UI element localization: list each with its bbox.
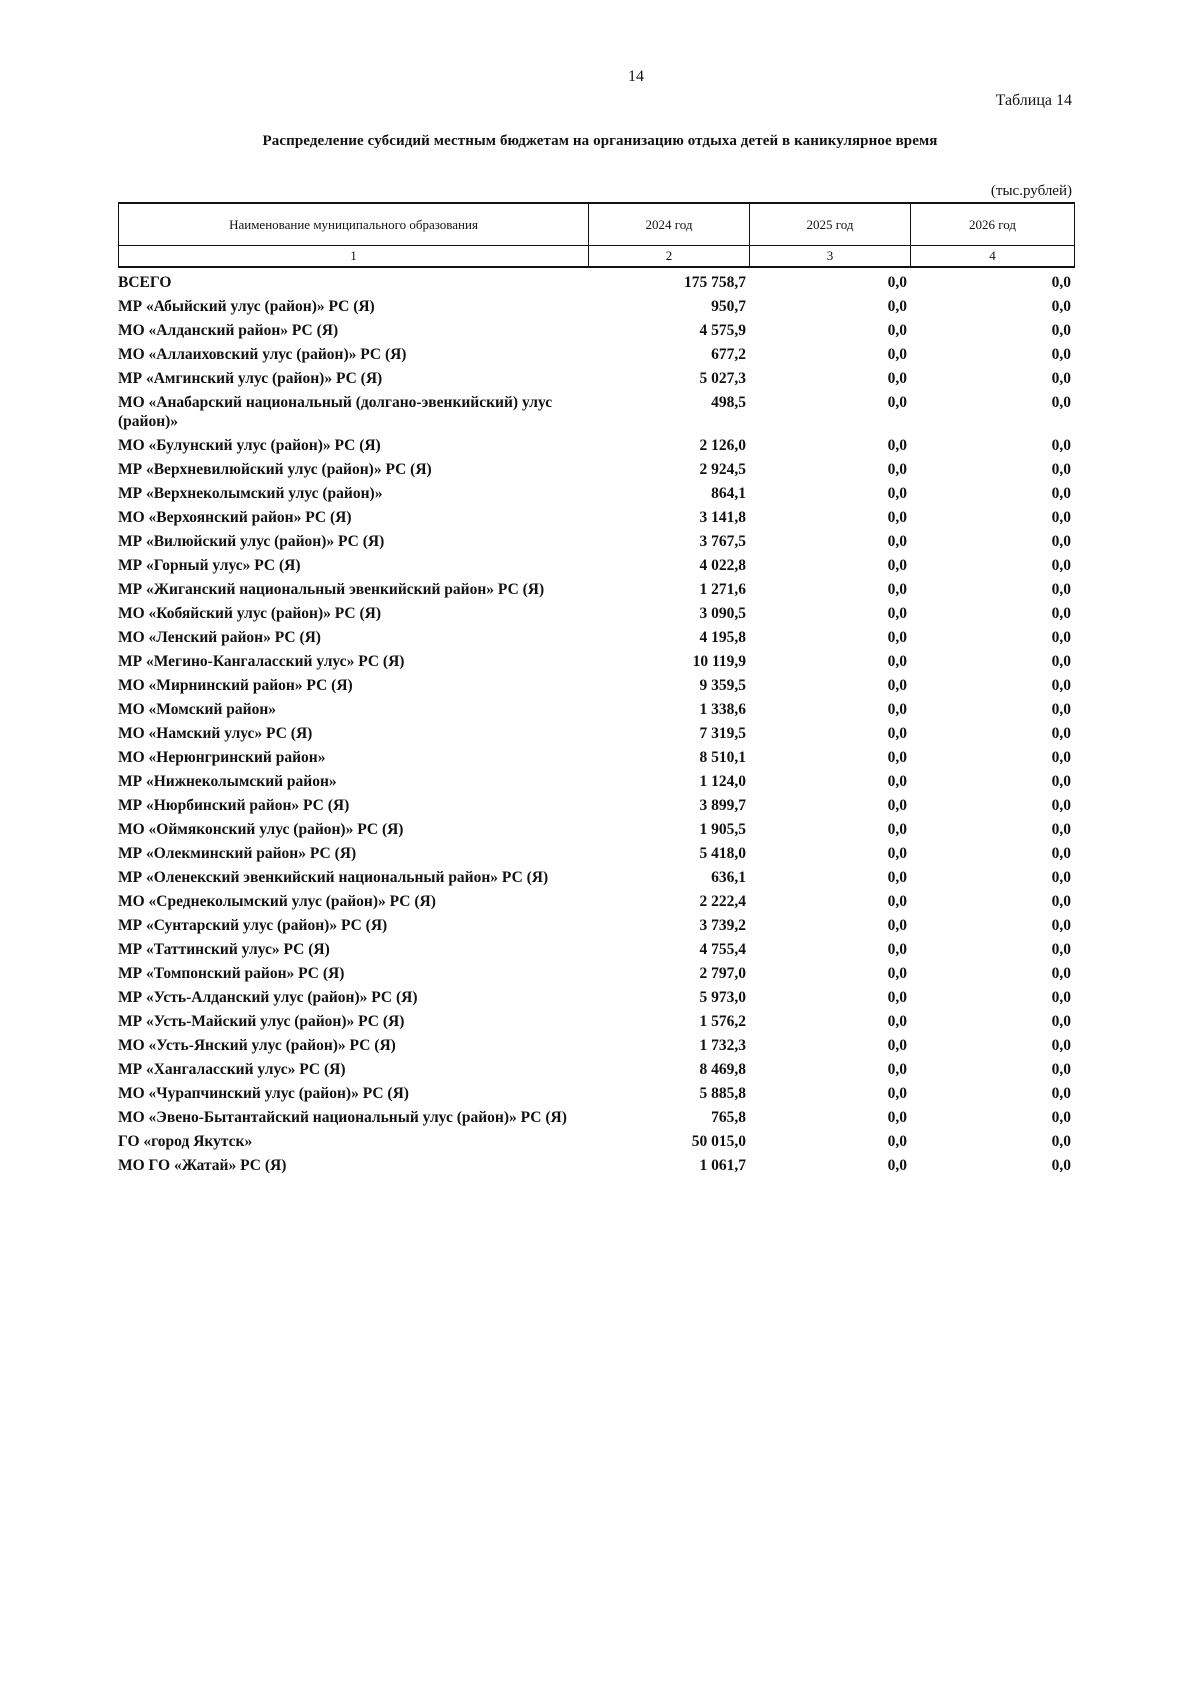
- municipality-name: МО «Аллаиховский улус (район)» РС (Я): [118, 346, 407, 363]
- value-2024: 2 222,4: [699, 893, 746, 910]
- value-2026: 0,0: [1051, 557, 1071, 574]
- header-row: [119, 203, 1075, 246]
- value-2025: 0,0: [887, 485, 907, 502]
- value-2026: 0,0: [1051, 485, 1071, 502]
- value-2026: 0,0: [1051, 1109, 1071, 1126]
- table-row: [118, 844, 1074, 868]
- value-2026: 0,0: [1051, 1013, 1071, 1030]
- value-2024: 864,1: [711, 485, 746, 502]
- value-2024: 2 924,5: [699, 461, 746, 478]
- table-row: [118, 345, 1074, 369]
- table-row: [118, 1060, 1074, 1084]
- value-2026: 0,0: [1051, 1085, 1071, 1102]
- units-label: (тыс.рублей): [990, 183, 1072, 199]
- table-row: [118, 1156, 1074, 1180]
- value-2024: 765,8: [711, 1109, 746, 1126]
- column-number: 3: [750, 246, 911, 268]
- value-2026: 0,0: [1051, 394, 1071, 411]
- value-2025: 0,0: [887, 845, 907, 862]
- table-row: [118, 724, 1074, 748]
- document-title: Распределение субсидий местным бюджетам на организацию отдыха детей в каникулярное время: [262, 133, 938, 149]
- municipality-name: МР «Нюрбинский район» РС (Я): [118, 797, 350, 814]
- table-row: [118, 700, 1074, 724]
- value-2025: 0,0: [887, 509, 907, 526]
- value-2024: 4 195,8: [699, 629, 746, 646]
- table-row: [118, 393, 1074, 436]
- header-2024: 2024 год: [589, 203, 750, 246]
- value-2024: 5 885,8: [699, 1085, 746, 1102]
- value-2024: 4 755,4: [699, 941, 746, 958]
- municipality-name: МО «Анабарский национальный (долгано-эвенкийский) улус (район)»: [118, 394, 553, 430]
- value-2024: 7 319,5: [699, 725, 746, 742]
- column-number-row: [119, 246, 1075, 268]
- municipality-name: МР «Сунтарский улус (район)» РС (Я): [118, 917, 388, 934]
- value-2024: 2 126,0: [699, 437, 746, 454]
- municipality-name: МР «Вилюйский улус (район)» РС (Я): [118, 533, 385, 550]
- value-2024: 3 767,5: [699, 533, 746, 550]
- municipality-name: МО «Эвено-Бытантайский национальный улус (район)» РС (Я): [118, 1109, 567, 1126]
- table-row: [118, 796, 1074, 820]
- table-row: [118, 652, 1074, 676]
- value-2024: 2 797,0: [699, 965, 746, 982]
- value-2025: 0,0: [887, 749, 907, 766]
- municipality-name: МР «Хангаласский улус» РС (Я): [118, 1061, 346, 1078]
- value-2024: 4 575,9: [699, 322, 746, 339]
- value-2026: 0,0: [1051, 941, 1071, 958]
- value-2025: 0,0: [887, 298, 907, 315]
- municipality-name: МО «Ленский район» РС (Я): [118, 629, 321, 646]
- value-2024: 175 758,7: [684, 274, 746, 291]
- municipality-name: МО «Булунский улус (район)» РС (Я): [118, 437, 381, 454]
- value-2025: 0,0: [887, 533, 907, 550]
- table-row: [118, 369, 1074, 393]
- header-2026: 2026 год: [911, 203, 1075, 246]
- municipality-name: МО ГО «Жатай» РС (Я): [118, 1157, 287, 1174]
- value-2026: 0,0: [1051, 605, 1071, 622]
- value-2025: 0,0: [887, 725, 907, 742]
- value-2026: 0,0: [1051, 677, 1071, 694]
- page-number: 14: [628, 68, 644, 85]
- value-2025: 0,0: [887, 1109, 907, 1126]
- municipality-name: МР «Горный улус» РС (Я): [118, 557, 301, 574]
- value-2025: 0,0: [887, 1013, 907, 1030]
- table-label: Таблица 14: [995, 92, 1072, 109]
- column-number: 4: [911, 246, 1075, 268]
- value-2026: 0,0: [1051, 893, 1071, 910]
- value-2026: 0,0: [1051, 533, 1071, 550]
- value-2026: 0,0: [1051, 797, 1071, 814]
- municipality-name: МР «Мегино-Кангаласский улус» РС (Я): [118, 653, 405, 670]
- table-row: [118, 580, 1074, 604]
- value-2025: 0,0: [887, 677, 907, 694]
- value-2026: 0,0: [1051, 1061, 1071, 1078]
- municipality-name: МР «Усть-Майский улус (район)» РС (Я): [118, 1013, 405, 1030]
- value-2024: 9 359,5: [699, 677, 746, 694]
- value-2026: 0,0: [1051, 322, 1071, 339]
- value-2025: 0,0: [887, 965, 907, 982]
- value-2024: 5 027,3: [699, 370, 746, 387]
- value-2025: 0,0: [887, 461, 907, 478]
- table-row: [118, 964, 1074, 988]
- municipality-name: МО «Намский улус» РС (Я): [118, 725, 313, 742]
- value-2025: 0,0: [887, 394, 907, 411]
- value-2024: 3 899,7: [699, 797, 746, 814]
- value-2026: 0,0: [1051, 274, 1071, 291]
- value-2024: 5 973,0: [699, 989, 746, 1006]
- value-2024: 677,2: [711, 346, 746, 363]
- value-2025: 0,0: [887, 893, 907, 910]
- value-2025: 0,0: [887, 821, 907, 838]
- value-2026: 0,0: [1051, 653, 1071, 670]
- table-row: [118, 273, 1074, 297]
- value-2024: 4 022,8: [699, 557, 746, 574]
- municipality-name: МО «Кобяйский улус (район)» РС (Я): [118, 605, 382, 622]
- value-2026: 0,0: [1051, 869, 1071, 886]
- table-row: [118, 820, 1074, 844]
- value-2026: 0,0: [1051, 1157, 1071, 1174]
- value-2024: 498,5: [711, 394, 746, 411]
- value-2025: 0,0: [887, 274, 907, 291]
- table-row: [118, 868, 1074, 892]
- table-body: [118, 273, 1074, 1180]
- value-2025: 0,0: [887, 1037, 907, 1054]
- value-2026: 0,0: [1051, 461, 1071, 478]
- value-2026: 0,0: [1051, 509, 1071, 526]
- value-2026: 0,0: [1051, 773, 1071, 790]
- municipality-name: МО «Среднеколымский улус (район)» РС (Я): [118, 893, 436, 910]
- municipality-name: МО «Момский район»: [118, 701, 277, 718]
- table-row: [118, 1036, 1074, 1060]
- value-2024: 10 119,9: [692, 653, 746, 670]
- value-2026: 0,0: [1051, 581, 1071, 598]
- table-row: [118, 556, 1074, 580]
- table-row: [118, 1108, 1074, 1132]
- municipality-name: МР «Амгинский улус (район)» РС (Я): [118, 370, 383, 387]
- table-row: [118, 1132, 1074, 1156]
- table-row: [118, 460, 1074, 484]
- table-row: [118, 604, 1074, 628]
- table-row: [118, 748, 1074, 772]
- municipality-name: МО «Чурапчинский улус (район)» РС (Я): [118, 1085, 409, 1102]
- value-2026: 0,0: [1051, 1133, 1071, 1150]
- value-2026: 0,0: [1051, 437, 1071, 454]
- value-2026: 0,0: [1051, 725, 1071, 742]
- value-2025: 0,0: [887, 557, 907, 574]
- municipality-name: МР «Жиганский национальный эвенкийский район» РС (Я): [118, 581, 545, 598]
- table-row: [118, 297, 1074, 321]
- table-row: [118, 676, 1074, 700]
- value-2025: 0,0: [887, 1085, 907, 1102]
- value-2024: 1 905,5: [699, 821, 746, 838]
- table-row: [118, 988, 1074, 1012]
- municipality-name: МР «Томпонский район» РС (Я): [118, 965, 345, 982]
- value-2026: 0,0: [1051, 965, 1071, 982]
- value-2024: 1 271,6: [699, 581, 746, 598]
- value-2025: 0,0: [887, 370, 907, 387]
- municipality-name: МО «Оймяконский улус (район)» РС (Я): [118, 821, 404, 838]
- table-row: [118, 484, 1074, 508]
- table-row: [118, 940, 1074, 964]
- value-2024: 950,7: [711, 298, 746, 315]
- municipality-name: МР «Оленекский эвенкийский национальный район» РС (Я): [118, 869, 549, 886]
- value-2024: 1 576,2: [699, 1013, 746, 1030]
- value-2025: 0,0: [887, 437, 907, 454]
- value-2025: 0,0: [887, 1133, 907, 1150]
- value-2025: 0,0: [887, 322, 907, 339]
- value-2025: 0,0: [887, 1061, 907, 1078]
- municipality-name: МО «Нерюнгринский район»: [118, 749, 326, 766]
- value-2025: 0,0: [887, 941, 907, 958]
- value-2024: 3 090,5: [699, 605, 746, 622]
- municipality-name: МО «Верхоянский район» РС (Я): [118, 509, 352, 526]
- value-2025: 0,0: [887, 917, 907, 934]
- data-table: [118, 273, 1074, 1180]
- value-2025: 0,0: [887, 581, 907, 598]
- value-2025: 0,0: [887, 797, 907, 814]
- municipality-name: МР «Таттинский улус» РС (Я): [118, 941, 330, 958]
- table-row: [118, 321, 1074, 345]
- value-2025: 0,0: [887, 1157, 907, 1174]
- value-2025: 0,0: [887, 629, 907, 646]
- value-2024: 5 418,0: [699, 845, 746, 862]
- value-2024: 3 141,8: [699, 509, 746, 526]
- value-2024: 50 015,0: [691, 1133, 746, 1150]
- municipality-name: МР «Верхнеколымский улус (район)»: [118, 485, 383, 502]
- value-2025: 0,0: [887, 605, 907, 622]
- municipality-name: МО «Мирнинский район» РС (Я): [118, 677, 353, 694]
- value-2024: 1 061,7: [699, 1157, 746, 1174]
- municipality-name: ВСЕГО: [118, 274, 172, 291]
- municipality-name: МО «Усть-Янский улус (район)» РС (Я): [118, 1037, 396, 1054]
- municipality-name: ГО «город Якутск»: [118, 1133, 253, 1150]
- municipality-name: МО «Алданский район» РС (Я): [118, 322, 339, 339]
- value-2026: 0,0: [1051, 821, 1071, 838]
- value-2024: 8 510,1: [699, 749, 746, 766]
- value-2025: 0,0: [887, 869, 907, 886]
- municipality-name: МР «Усть-Алданский улус (район)» РС (Я): [118, 989, 418, 1006]
- value-2026: 0,0: [1051, 1037, 1071, 1054]
- column-number: 1: [119, 246, 589, 268]
- municipality-name: МР «Нижнеколымский район»: [118, 773, 337, 790]
- value-2024: 636,1: [711, 869, 746, 886]
- value-2026: 0,0: [1051, 298, 1071, 315]
- municipality-name: МР «Олекминский район» РС (Я): [118, 845, 357, 862]
- table-row: [118, 628, 1074, 652]
- table-row: [118, 892, 1074, 916]
- value-2025: 0,0: [887, 773, 907, 790]
- value-2025: 0,0: [887, 346, 907, 363]
- value-2024: 1 732,3: [699, 1037, 746, 1054]
- table-row: [118, 508, 1074, 532]
- table-row: [118, 1084, 1074, 1108]
- municipality-name: МР «Абыйский улус (район)» РС (Я): [118, 298, 375, 315]
- header-2025: 2025 год: [750, 203, 911, 246]
- column-number: 2: [589, 246, 750, 268]
- value-2025: 0,0: [887, 653, 907, 670]
- table-row: [118, 1012, 1074, 1036]
- table-row: [118, 436, 1074, 460]
- value-2026: 0,0: [1051, 845, 1071, 862]
- value-2026: 0,0: [1051, 629, 1071, 646]
- value-2024: 1 338,6: [699, 701, 746, 718]
- value-2024: 3 739,2: [699, 917, 746, 934]
- table-row: [118, 532, 1074, 556]
- table-header: [118, 202, 1075, 268]
- value-2026: 0,0: [1051, 989, 1071, 1006]
- value-2026: 0,0: [1051, 749, 1071, 766]
- header-name: Наименование муниципального образования: [119, 203, 589, 246]
- value-2024: 1 124,0: [699, 773, 746, 790]
- value-2025: 0,0: [887, 701, 907, 718]
- table-row: [118, 772, 1074, 796]
- value-2024: 8 469,8: [699, 1061, 746, 1078]
- value-2026: 0,0: [1051, 917, 1071, 934]
- municipality-name: МР «Верхневилюйский улус (район)» РС (Я): [118, 461, 432, 478]
- value-2025: 0,0: [887, 989, 907, 1006]
- value-2026: 0,0: [1051, 370, 1071, 387]
- table-row: [118, 916, 1074, 940]
- value-2026: 0,0: [1051, 701, 1071, 718]
- value-2026: 0,0: [1051, 346, 1071, 363]
